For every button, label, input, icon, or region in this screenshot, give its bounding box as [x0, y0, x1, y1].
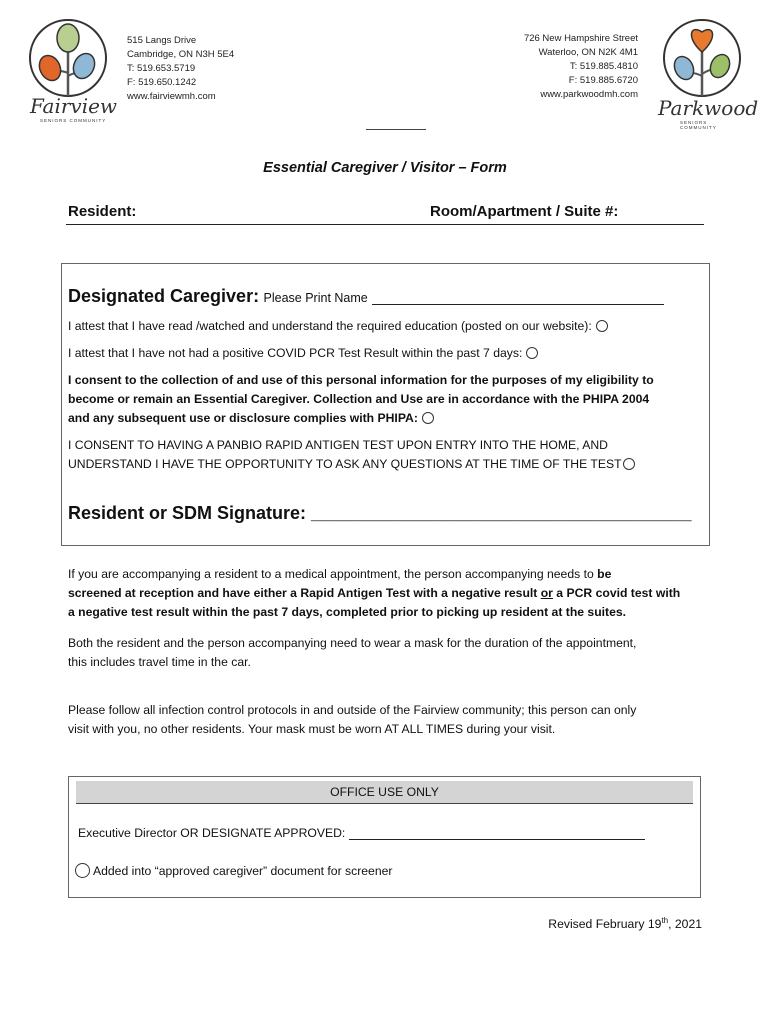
signature-field[interactable]: ______________________________________: [311, 503, 692, 523]
note-text: screened at reception and have either a Rapid Antigen Test with a negative result: [68, 586, 541, 600]
fairview-website: www.fairviewmh.com: [127, 91, 216, 102]
revised-text: Revised February 19: [548, 917, 662, 932]
note-mask: [68, 634, 636, 672]
approved-label: Executive Director OR DESIGNATE APPROVED:: [78, 826, 346, 840]
attest-covid-text: I attest that I have not had a positive COVID PCR Test Result within the past 7 days:: [68, 346, 523, 360]
parkwood-website: www.parkwoodmh.com: [540, 89, 638, 100]
caregiver-name-field[interactable]: [372, 290, 664, 305]
print-name-label: Please Print Name: [263, 291, 368, 305]
note-text: If you are accompanying a resident to a medical appointment, the person accompanying needs to: [68, 567, 598, 581]
consent-block: [68, 371, 654, 428]
revised-sup: th: [661, 916, 669, 925]
fairview-logo-tagline: SENIORS COMMUNITY: [40, 118, 107, 123]
rapid-test-radio[interactable]: [623, 458, 635, 470]
note-text: a PCR covid test with: [552, 586, 681, 600]
parkwood-address: [524, 32, 638, 102]
note-text: Please follow all infection control protocols in and outside of the Fairview community; this person can only: [68, 703, 637, 717]
resident-label: Resident:: [68, 203, 137, 220]
fairview-logo-name: Fairview: [30, 94, 118, 118]
added-radio[interactable]: [75, 863, 90, 878]
resident-room-line[interactable]: [66, 224, 704, 225]
form-title: Essential Caregiver / Visitor – Form: [263, 160, 507, 176]
room-label: Room/Apartment / Suite #:: [430, 203, 619, 220]
fairview-address: [127, 34, 234, 104]
header-rule: [366, 129, 426, 130]
fairview-logo: [26, 18, 118, 128]
office-use-title: OFFICE USE ONLY: [330, 785, 439, 799]
consent-radio[interactable]: [422, 412, 434, 424]
rapid-test-line: I CONSENT TO HAVING A PANBIO RAPID ANTIGEN TEST UPON ENTRY INTO THE HOME, AND: [68, 438, 608, 452]
consent-line: and any subsequent use or disclosure complies with PHIPA:: [68, 411, 418, 425]
fairview-fax: F: 519.650.1242: [127, 77, 197, 88]
parkwood-logo-name: Parkwood: [658, 96, 759, 120]
parkwood-tree-icon: [656, 16, 746, 106]
fairview-phone: T: 519.653.5719: [127, 63, 196, 74]
fairview-address-line: Cambridge, ON N3H 5E4: [127, 49, 235, 60]
attest-education-text: I attest that I have read /watched and understand the required education (posted on our website):: [68, 319, 592, 333]
parkwood-fax: F: 519.885.6720: [568, 75, 638, 86]
parkwood-address-line: 726 New Hampshire Street: [523, 33, 638, 44]
note-text: Both the resident and the person accompanying need to wear a mask for the duration of the appointment,: [68, 636, 637, 650]
attest-education-radio[interactable]: [596, 320, 608, 332]
approved-field[interactable]: [349, 825, 645, 840]
parkwood-phone: T: 519.885.4810: [569, 61, 638, 72]
note-medical-appointment: [68, 565, 680, 622]
rapid-test-block: [68, 436, 635, 474]
revised-date: [548, 911, 702, 934]
rapid-test-line: UNDERSTAND I HAVE THE OPPORTUNITY TO ASK ANY QUESTIONS AT THE TIME OF THE TEST: [68, 457, 622, 471]
caregiver-name-row: [68, 286, 664, 308]
caregiver-heading: Designated Caregiver:: [68, 286, 260, 306]
signature-label: Resident or SDM Signature:: [68, 503, 307, 523]
note-text: a negative test result within the past 7 days, completed prior to picking up resident at the suites.: [68, 605, 627, 619]
note-text: visit with you, no other residents. Your mask must be worn AT ALL TIMES during your visit.: [68, 722, 556, 736]
note-text: this includes travel time in the car.: [68, 655, 251, 669]
note-text-bold: be: [597, 567, 612, 581]
note-infection-control: [68, 701, 636, 739]
signature-row: [68, 503, 691, 524]
revised-year: , 2021: [668, 917, 702, 932]
added-row: [75, 862, 392, 881]
consent-line: I consent to the collection of and use of this personal information for the purposes of my eligibility to: [68, 373, 654, 387]
parkwood-logo: [656, 16, 759, 130]
attest-covid-radio[interactable]: [526, 347, 538, 359]
approved-row: [78, 824, 645, 843]
attest-education-row: [68, 317, 608, 336]
added-label: Added into “approved caregiver” document for screener: [93, 864, 393, 878]
consent-line: become or remain an Essential Caregiver. Collection and Use are in accordance with the PHIPA 2004: [68, 392, 650, 406]
attest-covid-row: [68, 344, 538, 363]
parkwood-address-line: Waterloo, ON N2K 4M1: [538, 47, 638, 58]
fairview-address-line: 515 Langs Drive: [127, 35, 197, 46]
parkwood-logo-tagline: SENIORS COMMUNITY: [680, 120, 717, 130]
office-use-header: [76, 781, 693, 804]
note-text-or: or: [540, 586, 553, 600]
